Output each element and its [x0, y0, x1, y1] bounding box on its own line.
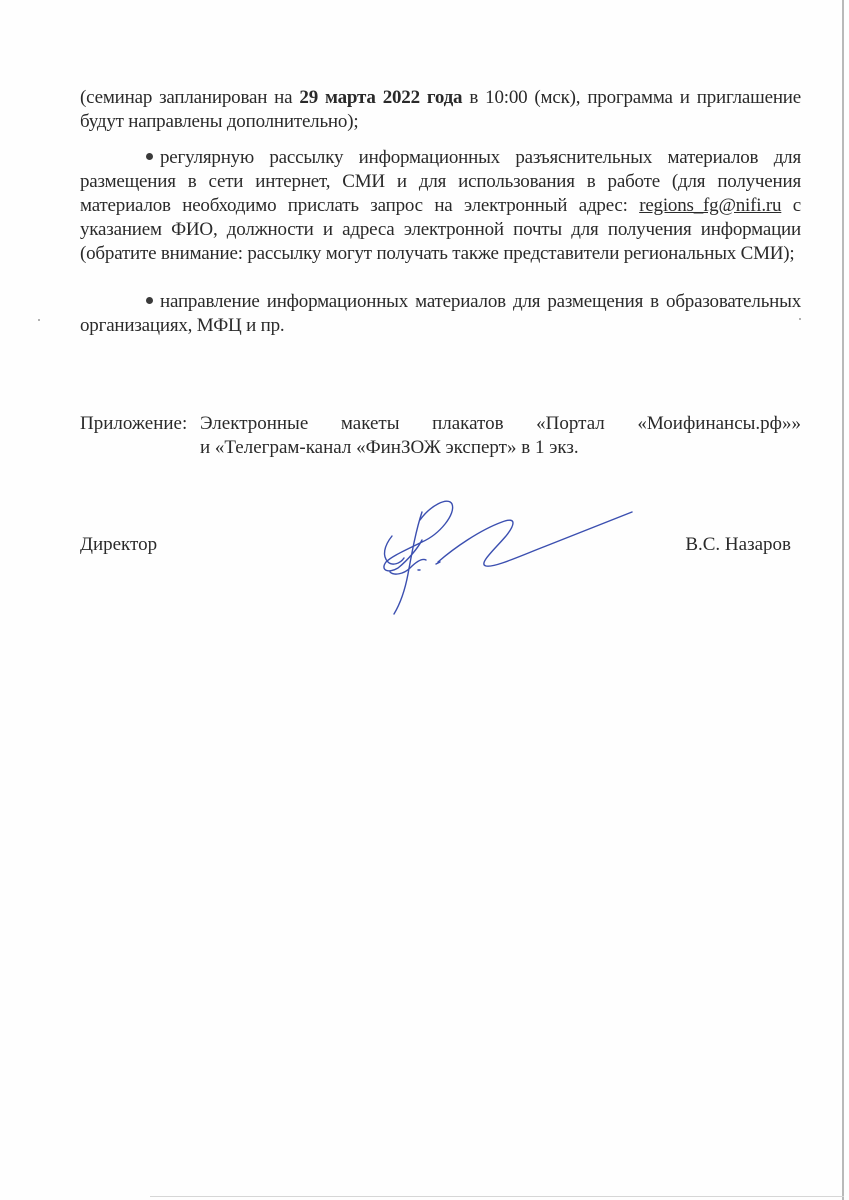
appendix-label: Приложение:: [80, 413, 188, 434]
bullet-item-materials: [80, 290, 801, 338]
bullet-icon: [146, 297, 153, 304]
scan-edge-right: [842, 0, 844, 1200]
signature-stroke: [438, 512, 632, 566]
signature-stroke: [436, 562, 440, 564]
seminar-date: 29 марта 2022 года: [299, 87, 463, 108]
appendix-line-1: Электронные макеты плакатов «Портал «Моифинансы.рф»»: [200, 413, 801, 434]
signer-position: Директор: [80, 534, 158, 555]
scan-edge-bottom: [150, 1196, 844, 1197]
seminar-paragraph: [80, 86, 801, 134]
mailing-text-before: регулярную рассылку информационных разъяснительных материалов для размещения в сети интернет, СМИ и для использования в работе (для получения материалов необходимо прислать запрос на электронный адрес:: [80, 147, 801, 216]
signature-stroke: [384, 501, 453, 571]
appendix-line-2: и «Телеграм-канал «ФинЗОЖ эксперт» в 1 экз.: [200, 437, 579, 458]
appendix-content: [200, 412, 801, 460]
email-link[interactable]: regions_fg@nifi.ru: [639, 195, 782, 216]
materials-text: направление информационных материалов для размещения в образовательных организациях, МФЦ и пр.: [80, 291, 801, 336]
scan-speck: [38, 319, 40, 321]
handwritten-signature: [370, 490, 640, 620]
signer-name: В.С. Назаров: [685, 534, 791, 555]
mailing-text-after: с указанием ФИО, должности и адреса электронной почты для получения информации (обратите внимание: рассылку могут получать также представители региональных СМИ);: [80, 195, 801, 264]
bullet-icon: [146, 153, 153, 160]
seminar-text-after: в 10:00 (мск), программа и приглашение будут направлены дополнительно);: [80, 87, 801, 132]
bullet-item-mailing: [80, 146, 801, 266]
seminar-text-before: (семинар запланирован на: [80, 87, 300, 108]
